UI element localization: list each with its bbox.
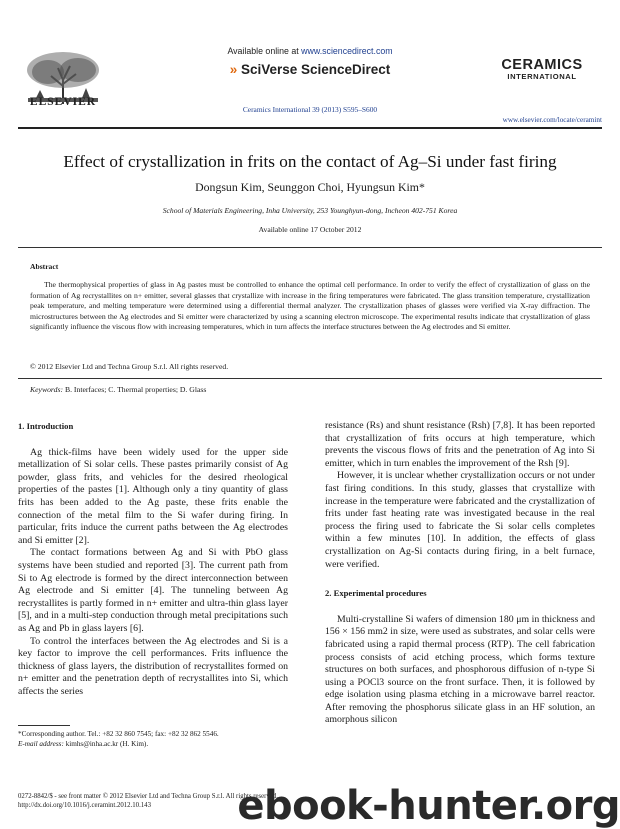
journal-logo-line2: INTERNATIONAL — [507, 72, 577, 81]
article-authors: Dongsun Kim, Seunggon Choi, Hyungsun Kim* — [195, 180, 425, 194]
intro-paragraph-2: The contact formations between Ag and Si with PbO glass systems have been studied and reported [3]. The current path from Si to Ag electrode is formed by the direct interconnection between Ag electrode and Si emitter [4]. The tunneling between Ag recrystallites is partly formed in n+ emitter and ultra-thin glass layer [5], and in a multi-step conduction through metal precipitations such as Ag and Pb in glass layers [6]. — [18, 547, 288, 634]
availability-line — [200, 46, 420, 56]
intro-paragraph-1: Ag thick-films have been widely used for the upper side metallization of Si solar cells. These pastes primarily consist of Ag powder, glass frits, and vehicles for the desired rheological properties of the pastes [1]. Although only a tiny quantity of glass frits has been added to the Ag paste, these frits enable the connection of the metal film to the Si wafer during firing. In particular, frits induce the current paths between the Ag electrodes and Si emitter [2]. — [18, 446, 288, 546]
keywords-label: Keywords: — [30, 385, 64, 394]
keywords-line — [30, 385, 590, 394]
sciencedirect-link[interactable]: www.sciencedirect.com — [301, 46, 393, 56]
sciverse-brand — [200, 62, 420, 77]
intro-paragraph-4: resistance (Rs) and shunt resistance (Rsh) [7,8]. It has been reported that crystallization of frits occurs at high temperature, which prevents the viscous flows of frits and the penetration of Ag into Si emitter, which in turn enables the improvement of the Rsh [9]. — [325, 420, 595, 469]
watermark-text: ebook-hunter.org — [237, 783, 620, 829]
experimental-paragraph-1: Multi-crystalline Si wafers of dimension 180 μm in thickness and 156 × 156 mm2 in size, were used as substrates, and solar cells were fabricated using a rapid thermal process (RTP). The cell fabrication process consists of acid etching process, which forms texture structures on both surfaces, and phosphorous diffusion of n-type Si using a POCl3 source on the front surface. Then, it is followed by edge isolation using plasma etching in a microwave barrel reactor. After removing the phosphorus silicate glass in an HF solution, an amorphous silicon — [325, 613, 595, 726]
intro-paragraph-3: To control the interfaces between the Ag electrodes and Si is a key factor to improve the cell performances. Frits influence the thickness of glass layers, the distribution of recrystallites formed on n+ emitter and the penetration depth of recrystallites into Si, which affects the series — [18, 635, 288, 697]
journal-logo-line1: CERAMICS — [501, 57, 583, 73]
brand-name: SciVerse ScienceDirect — [240, 62, 391, 77]
left-column — [18, 420, 288, 698]
author-email[interactable]: kimhs@inha.ac.kr (H. Kim). — [65, 739, 149, 748]
abstract-bottom-divider — [18, 378, 602, 379]
sciverse-arrow-icon: » — [229, 62, 241, 77]
section-heading-introduction: 1. Introduction — [18, 421, 74, 431]
front-matter-copyright: 0272-8842/$ - see front matter © 2012 Elsevier Ltd and Techna Group S.r.l. All rights reserved. — [18, 793, 278, 800]
abstract-text: The thermophysical properties of glass in Ag pastes must be controlled to enhance the optimal cell performance. In order to verify the effect of crystallization of glass on the formation of Ag recrystallites on n+ emitter, several glasses that crystallize with increase in the firing temperatures were fabricated. The glass transition temperature, crystallization peak temperature, and melting temperature were determined using a differential thermal analyzer. The crystallization phases of glasses were verified via X-ray diffraction. The microstructures between the Ag electrodes and Si emitter were characterized by using a scanning electron microscope. The experimental results indicate that crystallization of glass significantly influence the viscous flow with increasing temperatures, which in turn affects the interface structures between the Ag electrodes and Si emitter. — [30, 280, 590, 332]
corresponding-footnote — [18, 730, 308, 749]
intro-paragraph-5: However, it is unclear whether crystallization occurs or not under fast firing conditions. In this study, glasses that crystallize with increase in the temperature were fabricated and the crystallization of frits under fast heating rate was investigated because in the real process the firing used to fabricate the Si solar cells completes within a few minutes [10]. In addition, the effects of glass crystallization on Ag-Si contacts during firing, in a belt furnace, were verified. — [325, 470, 595, 570]
section-heading-experimental: 2. Experimental procedures — [325, 588, 427, 599]
available-prefix: Available online at — [227, 46, 299, 56]
keywords-list: B. Interfaces; C. Thermal properties; D. Glass — [64, 385, 207, 394]
abstract-copyright: © 2012 Elsevier Ltd and Techna Group S.r.l. All rights reserved. — [30, 362, 229, 371]
journal-homepage-link[interactable]: www.elsevier.com/locate/ceramint — [502, 116, 602, 124]
journal-logo — [486, 58, 598, 81]
doi-link[interactable]: http://dx.doi.org/10.1016/j.ceramint.2012.10.143 — [18, 802, 151, 809]
journal-citation[interactable]: Ceramics International 39 (2013) S595–S600 — [242, 105, 378, 114]
right-column — [325, 420, 595, 727]
email-label: E-mail address: — [18, 739, 64, 748]
publisher-name: ELSEVIER — [29, 96, 97, 108]
header-divider — [18, 127, 602, 129]
online-date: Available online 17 October 2012 — [258, 225, 362, 234]
corresponding-author-contact: *Corresponding author. Tel.: +82 32 860 7545; fax: +82 32 862 5546. — [18, 730, 219, 738]
abstract-heading: Abstract — [30, 262, 59, 271]
footnote-divider — [18, 725, 70, 726]
author-affiliation: School of Materials Engineering, Inha University, 253 Younghyun-dong, Incheon 402-751 Korea — [162, 206, 458, 215]
abstract-top-divider — [18, 247, 602, 248]
article-title: Effect of crystallization in frits on the contact of Ag–Si under fast firing — [63, 152, 557, 171]
abstract-body — [30, 280, 590, 333]
